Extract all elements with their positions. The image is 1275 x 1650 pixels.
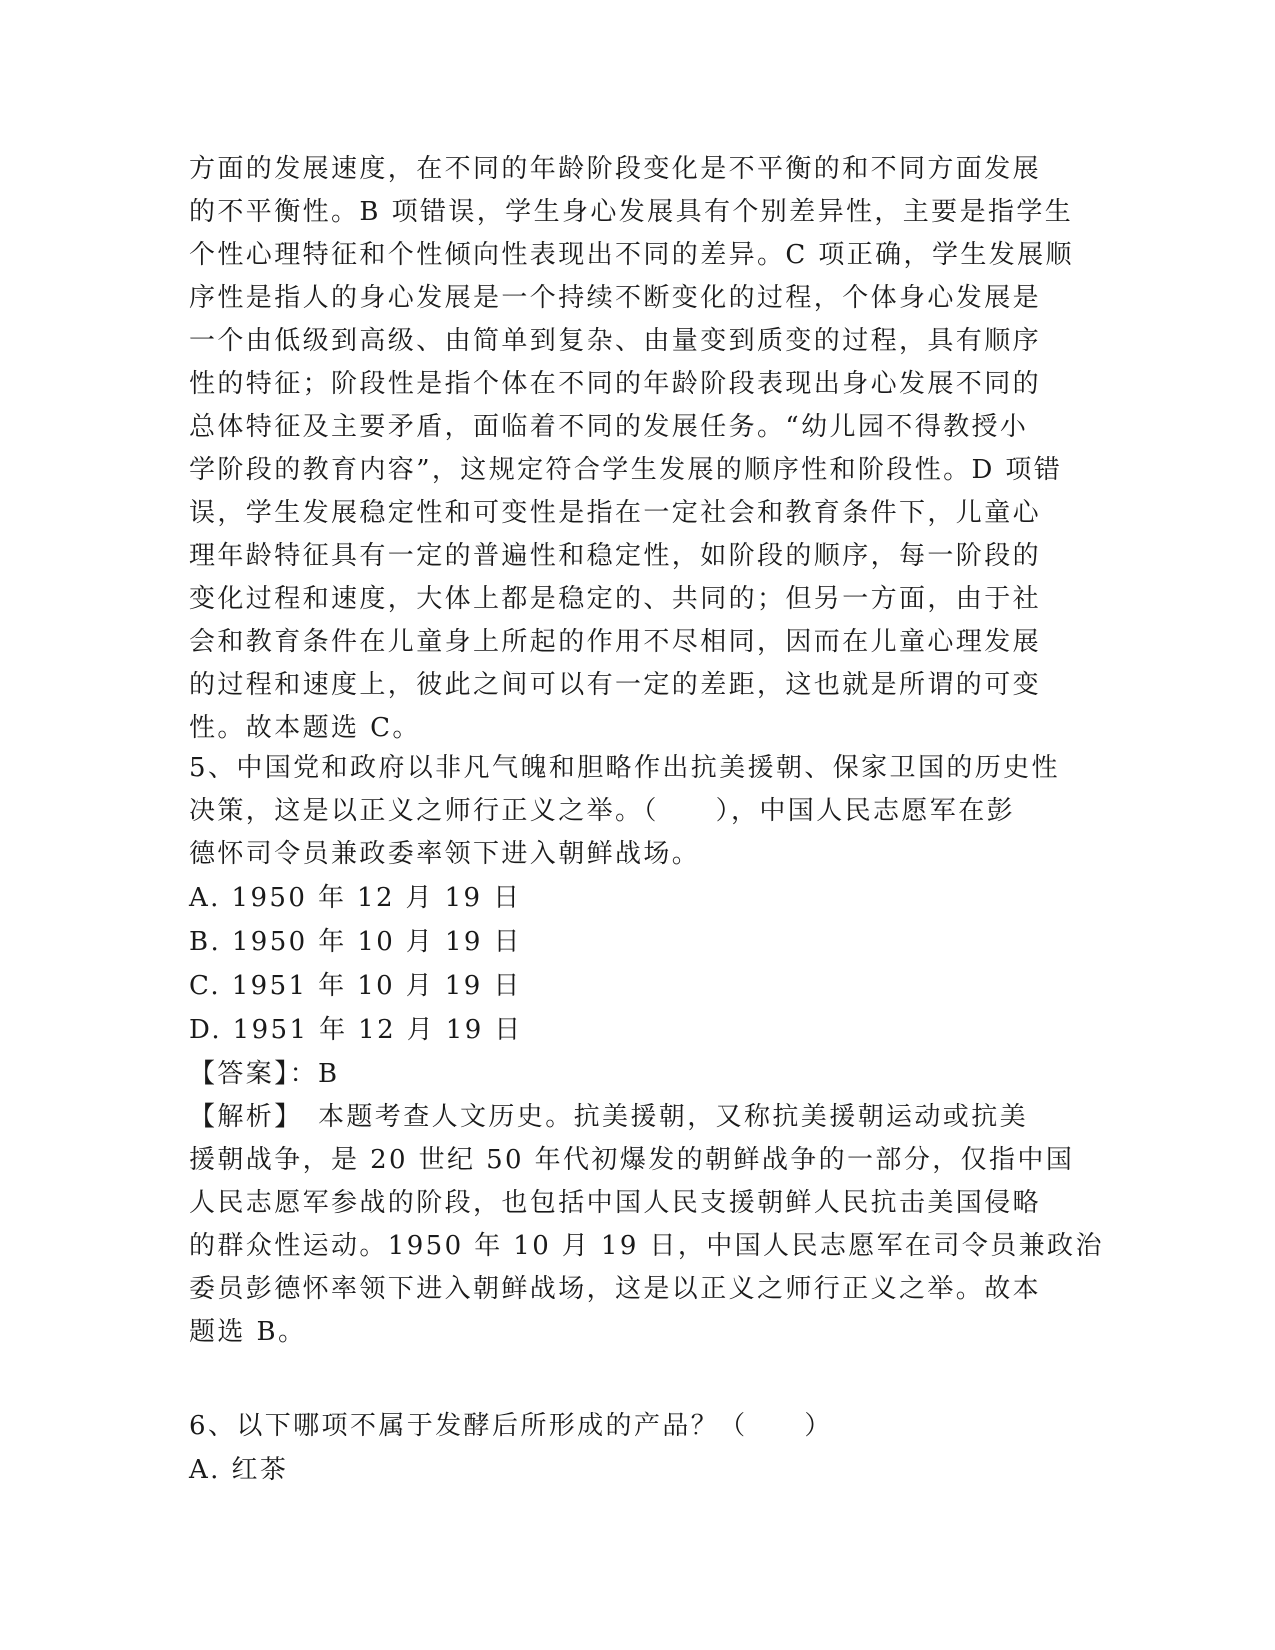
question-5-options: [189, 876, 1089, 1052]
explanation-line: 误，学生发展稳定性和可变性是指在一定社会和教育条件下，儿童心: [189, 498, 1042, 528]
analysis-line: 题选 B。: [189, 1317, 307, 1347]
question-6: [189, 1405, 1089, 1492]
analysis-line: 援朝战争，是 20 世纪 50 年代初爆发的朝鲜战争的一部分，仅指中国: [189, 1145, 1075, 1175]
option-d: D. 1951 年 12 月 19 日: [189, 1015, 523, 1045]
previous-question-explanation: [189, 148, 1089, 750]
question-stem-line: 决策，这是以正义之师行正义之举。（ ），中国人民志愿军在彭: [189, 796, 1016, 826]
explanation-line: 会和教育条件在儿童身上所起的作用不尽相同，因而在儿童心理发展: [189, 627, 1042, 657]
explanation-line: 性的特征；阶段性是指个体在不同的年龄阶段表现出身心发展不同的: [189, 369, 1042, 399]
analysis-line: 【解析】 本题考查人文历史。抗美援朝，又称抗美援朝运动或抗美: [189, 1102, 1029, 1132]
question-5: [189, 747, 1104, 1354]
question-stem-line: 5、中国党和政府以非凡气魄和胆略作出抗美援朝、保家卫国的历史性: [189, 753, 1060, 783]
option-a: A. 红茶: [189, 1455, 289, 1485]
question-stem-line: 德怀司令员兼政委率领下进入朝鲜战场。: [189, 839, 701, 869]
explanation-line: 的过程和速度上，彼此之间可以有一定的差距，这也就是所谓的可变: [189, 670, 1042, 700]
question-5-analysis: [189, 1096, 1104, 1354]
explanation-line: 变化过程和速度，大体上都是稳定的、共同的；但另一方面，由于社: [189, 584, 1042, 614]
option-a: A. 1950 年 12 月 19 日: [189, 883, 522, 913]
question-stem-line: 6、以下哪项不属于发酵后所形成的产品？（ ）: [189, 1411, 833, 1441]
explanation-line: 一个由低级到高级、由简单到复杂、由量变到质变的过程，具有顺序: [189, 326, 1042, 356]
analysis-line: 委员彭德怀率领下进入朝鲜战场，这是以正义之师行正义之举。故本: [189, 1274, 1042, 1304]
explanation-line: 的不平衡性。B 项错误，学生身心发展具有个别差异性，主要是指学生: [189, 197, 1074, 227]
analysis-line: 人民志愿军参战的阶段，也包括中国人民支援朝鲜人民抗击美国侵略: [189, 1188, 1042, 1218]
explanation-line: 性。故本题选 C。: [189, 713, 421, 743]
analysis-line: 的群众性运动。1950 年 10 月 19 日，中国人民志愿军在司令员兼政治: [189, 1231, 1104, 1261]
explanation-line: 方面的发展速度，在不同的年龄阶段变化是不平衡的和不同方面发展: [189, 154, 1042, 184]
option-b: B. 1950 年 10 月 19 日: [189, 927, 522, 957]
option-c: C. 1951 年 10 月 19 日: [189, 971, 522, 1001]
explanation-line: 学阶段的教育内容”，这规定符合学生发展的顺序性和阶段性。D 项错: [189, 455, 1063, 485]
explanation-line: 理年龄特征具有一定的普遍性和稳定性，如阶段的顺序，每一阶段的: [189, 541, 1042, 571]
explanation-line: 序性是指人的身心发展是一个持续不断变化的过程，个体身心发展是: [189, 283, 1042, 313]
explanation-line: 个性心理特征和个性倾向性表现出不同的差异。C 项正确，学生发展顺: [189, 240, 1074, 270]
explanation-line: 总体特征及主要矛盾，面临着不同的发展任务。“幼儿园不得教授小: [189, 412, 1029, 442]
answer-line: 【答案】：B: [189, 1059, 340, 1089]
question-5-stem: [189, 747, 1089, 876]
